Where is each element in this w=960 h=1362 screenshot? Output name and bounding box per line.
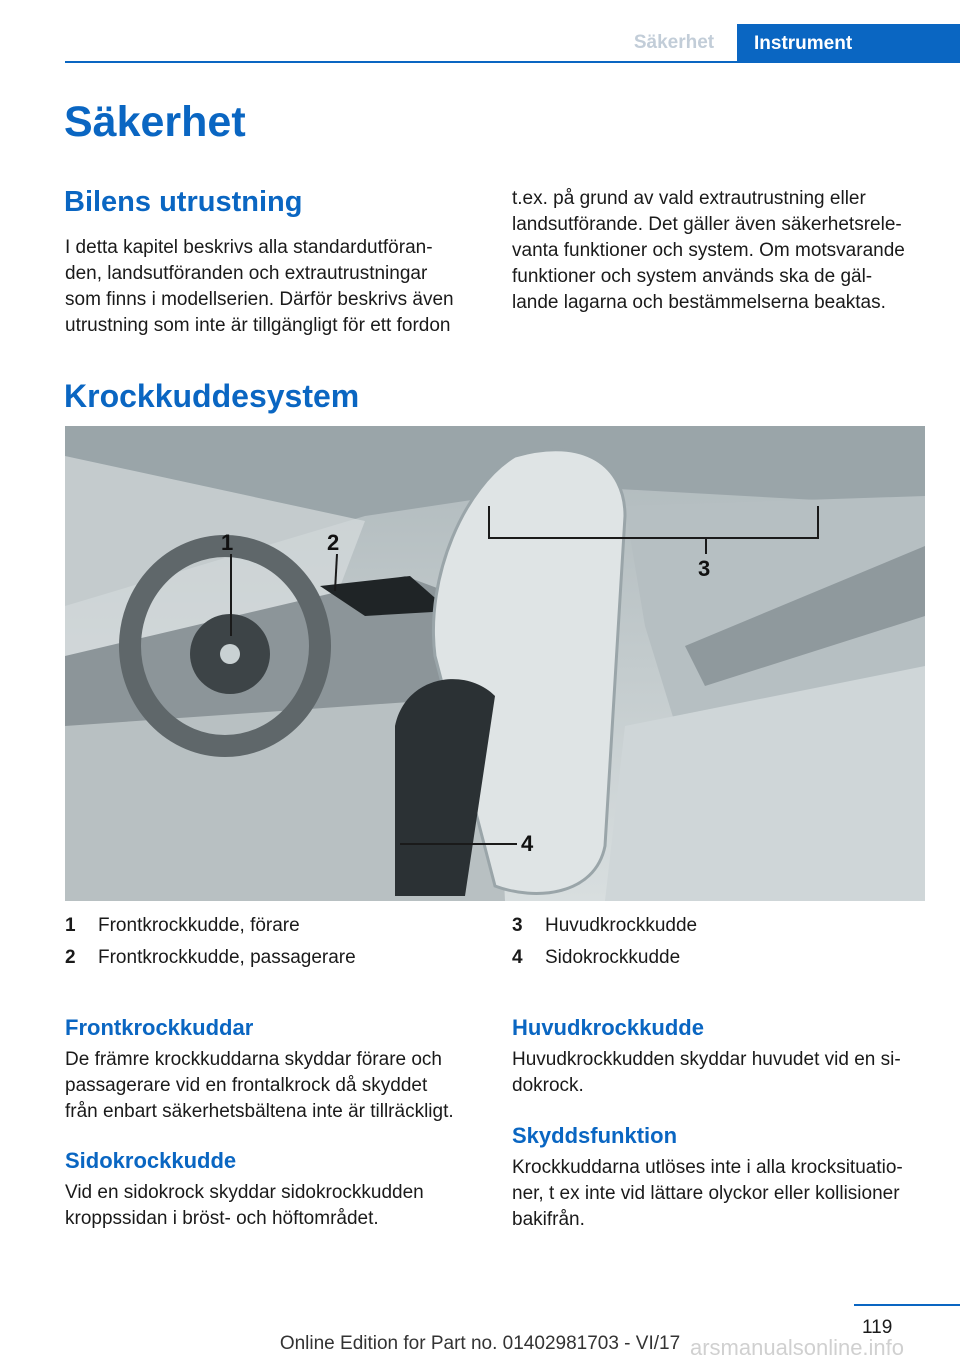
- text-huvudkrockkudde: Huvudkrockkudden skyddar huvudet vid en si- dokrock.: [512, 1049, 901, 1096]
- header-rule: [65, 61, 960, 63]
- legend-number: 1: [65, 915, 76, 936]
- edition-footer: Online Edition for Part no. 01402981703 - VI/17: [279, 1333, 681, 1354]
- heading-frontkrockkuddar: Frontkrockkuddar: [65, 1015, 254, 1040]
- section-heading-equipment: Bilens utrustning: [64, 186, 303, 218]
- callout-2: 2: [327, 530, 340, 555]
- equipment-paragraph-left: I detta kapitel beskrivs alla standardutföran- den, landsutföranden och extrautrustningar som finns i modellserien. Därför beskrivs även utrustning som inte är tillgängligt för ett fordon: [65, 237, 454, 336]
- page-number: 119: [862, 1317, 893, 1338]
- tab-instrument[interactable]: Instrument: [737, 24, 960, 63]
- legend-item: [65, 942, 495, 974]
- text-sidokrockkudde: Vid en sidokrock skyddar sidokrockkudden kroppssidan i bröst- och höftområdet.: [65, 1182, 424, 1229]
- callout-1: 1: [221, 530, 234, 555]
- legend-number: 2: [65, 947, 76, 968]
- legend-item: [512, 910, 942, 942]
- tab-sakerhet[interactable]: Säkerhet: [633, 31, 715, 53]
- footer-rule: [854, 1304, 960, 1306]
- section-heading-airbags: Krockkuddesystem: [64, 378, 360, 414]
- equipment-paragraph-right: t.ex. på grund av vald extrautrustning eller landsutförande. Det gäller även säkerhetsrele- vanta funktioner och system. Om motsvarande funktioner och system används ska de gäl- lande lagarna och bestämmelserna beaktas.: [512, 188, 905, 313]
- heading-sidokrockkudde: Sidokrockkudde: [65, 1148, 237, 1173]
- text-frontkrockkuddar: De främre krockkuddarna skyddar förare och passagerare vid en frontalkrock då skyddet från enbart säkerhetsbältena inte är tillräckligt.: [65, 1049, 454, 1122]
- page-title: Säkerhet: [64, 98, 246, 146]
- heading-skyddsfunktion: Skyddsfunktion: [512, 1123, 678, 1148]
- watermark: arsmanualsonline.info: [690, 1335, 905, 1360]
- legend-number: 4: [512, 947, 523, 968]
- airbag-illustration: [65, 426, 925, 901]
- legend-item: [512, 942, 942, 974]
- legend-label: Frontkrockkudde, förare: [98, 915, 300, 936]
- legend-item: [65, 910, 495, 942]
- legend-label: Sidokrockkudde: [545, 947, 681, 968]
- text-skyddsfunktion: Krockkuddarna utlöses inte i alla krocksituatio- ner, t ex inte vid lättare olyckor eller kollisioner bakifrån.: [512, 1157, 903, 1230]
- legend-right: [512, 910, 942, 974]
- callout-4: 4: [521, 831, 534, 856]
- legend-label: Frontkrockkudde, passagerare: [98, 947, 356, 968]
- legend-number: 3: [512, 915, 523, 936]
- callout-3: 3: [698, 556, 711, 581]
- legend-left: [65, 910, 495, 974]
- legend-label: Huvudkrockkudde: [545, 915, 698, 936]
- heading-huvudkrockkudde: Huvudkrockkudde: [512, 1015, 704, 1040]
